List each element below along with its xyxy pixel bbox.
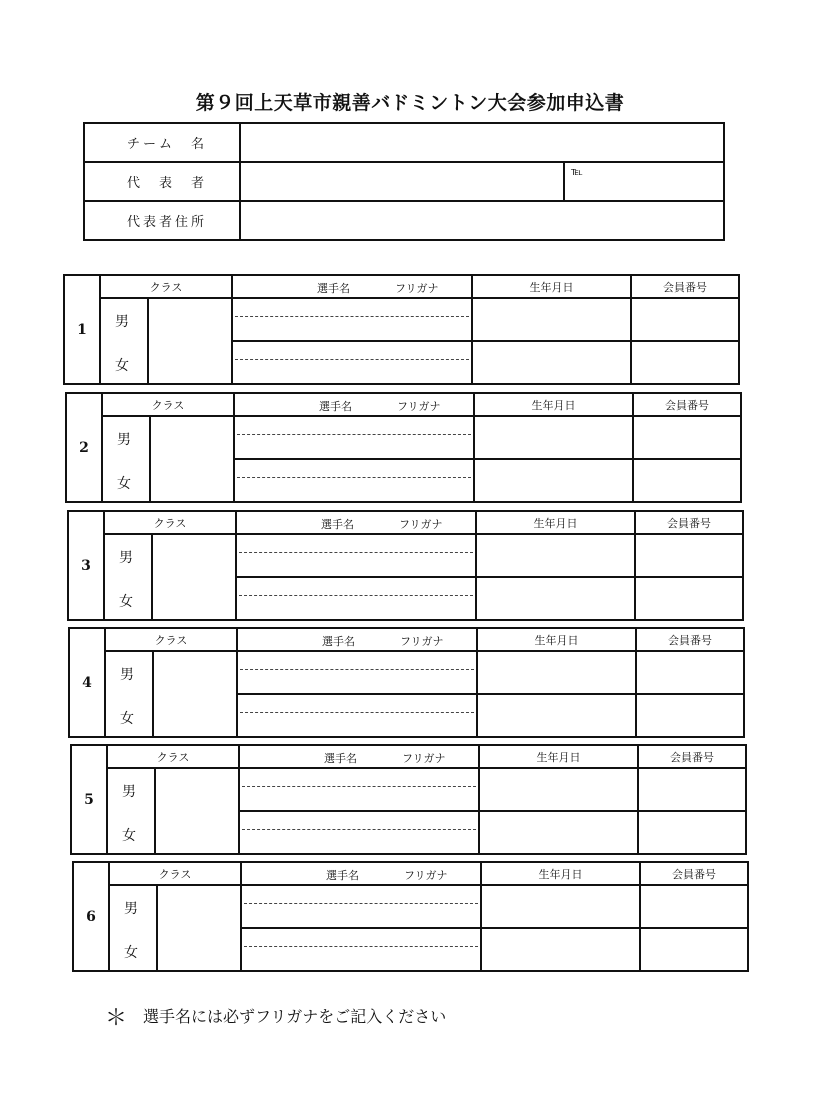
- player-name-header-label: 選手名: [322, 635, 355, 648]
- furigana-note: [105, 998, 446, 1029]
- male-label: 男: [120, 667, 134, 683]
- sex-column: [104, 534, 152, 620]
- player-name-header-label: 選手名: [319, 400, 352, 413]
- sex-column: [105, 651, 153, 737]
- furigana-header-label: フリガナ: [400, 635, 444, 648]
- block-number: 4: [69, 628, 105, 737]
- class-header: クラス: [100, 275, 232, 298]
- asterisk-icon: ＊: [105, 1006, 128, 1031]
- birth-header: 生年月日: [477, 628, 636, 651]
- player-name-field-2[interactable]: [237, 694, 477, 737]
- player-name-field-2[interactable]: [239, 811, 479, 854]
- block-number: 5: [71, 745, 107, 854]
- block-number: 2: [66, 393, 102, 502]
- member-number-header: 会員番号: [635, 511, 743, 534]
- player-name-header-label: 選手名: [321, 518, 354, 531]
- member-number-header: 会員番号: [640, 862, 748, 885]
- player-name-header: [236, 511, 476, 534]
- player-name-header: [237, 628, 477, 651]
- note-text: 選手名には必ずフリガナをご記入ください: [143, 1007, 447, 1026]
- player-entry-block: [68, 627, 745, 738]
- player-entry-block: [70, 744, 747, 855]
- team-info-table: [83, 122, 725, 241]
- furigana-header-label: フリガナ: [397, 400, 441, 413]
- member-number-field-2[interactable]: [635, 577, 743, 620]
- class-header: クラス: [109, 862, 241, 885]
- player-name-field-2[interactable]: [236, 577, 476, 620]
- block-number: 6: [73, 862, 109, 971]
- member-number-field-1[interactable]: [635, 534, 743, 577]
- block-number: 1: [64, 275, 100, 384]
- member-number-field-1[interactable]: [631, 298, 739, 341]
- birth-field-2[interactable]: [481, 928, 640, 971]
- birth-field-1[interactable]: [472, 298, 631, 341]
- class-header: クラス: [107, 745, 239, 768]
- player-name-header: [239, 745, 479, 768]
- class-header: クラス: [102, 393, 234, 416]
- male-label: 男: [115, 314, 129, 330]
- birth-field-1[interactable]: [476, 534, 635, 577]
- member-number-field-2[interactable]: [640, 928, 748, 971]
- birth-field-2[interactable]: [479, 811, 638, 854]
- player-name-header: [241, 862, 481, 885]
- class-field[interactable]: [157, 885, 241, 971]
- sex-column: [107, 768, 155, 854]
- female-label: 女: [124, 945, 138, 961]
- sex-column: [100, 298, 148, 384]
- birth-header: 生年月日: [472, 275, 631, 298]
- player-name-field-1[interactable]: [237, 651, 477, 694]
- player-name-field-1[interactable]: [234, 416, 474, 459]
- member-number-field-2[interactable]: [638, 811, 746, 854]
- furigana-header-label: フリガナ: [399, 518, 443, 531]
- class-header: クラス: [105, 628, 237, 651]
- member-number-field-1[interactable]: [636, 651, 744, 694]
- male-label: 男: [124, 901, 138, 917]
- furigana-header-label: フリガナ: [404, 869, 448, 882]
- block-number: 3: [68, 511, 104, 620]
- team-name-field[interactable]: [240, 123, 724, 162]
- player-name-field-1[interactable]: [232, 298, 472, 341]
- class-field[interactable]: [148, 298, 232, 384]
- team-name-label: チーム 名: [84, 123, 240, 162]
- male-label: 男: [119, 550, 133, 566]
- player-entry-block: [63, 274, 740, 385]
- player-entry-block: [67, 510, 744, 621]
- address-label: 代表者住所: [84, 201, 240, 240]
- furigana-header-label: フリガナ: [402, 752, 446, 765]
- player-name-header-label: 選手名: [317, 282, 350, 295]
- birth-field-2[interactable]: [477, 694, 636, 737]
- female-label: 女: [115, 358, 129, 374]
- member-number-field-1[interactable]: [638, 768, 746, 811]
- birth-field-1[interactable]: [474, 416, 633, 459]
- class-header: クラス: [104, 511, 236, 534]
- player-name-field-1[interactable]: [241, 885, 481, 928]
- member-number-field-2[interactable]: [631, 341, 739, 384]
- class-field[interactable]: [152, 534, 236, 620]
- female-label: 女: [120, 711, 134, 727]
- member-number-field-2[interactable]: [633, 459, 741, 502]
- member-number-header: 会員番号: [631, 275, 739, 298]
- class-field[interactable]: [153, 651, 237, 737]
- member-number-field-2[interactable]: [636, 694, 744, 737]
- player-entry-block: [72, 861, 749, 972]
- birth-header: 生年月日: [474, 393, 633, 416]
- player-name-field-2[interactable]: [241, 928, 481, 971]
- address-field[interactable]: [240, 201, 724, 240]
- birth-header: 生年月日: [479, 745, 638, 768]
- representative-label: 代 表 者: [84, 162, 240, 201]
- birth-header: 生年月日: [476, 511, 635, 534]
- representative-field[interactable]: [240, 162, 564, 201]
- member-number-header: 会員番号: [638, 745, 746, 768]
- birth-field-2[interactable]: [472, 341, 631, 384]
- member-number-header: 会員番号: [636, 628, 744, 651]
- player-name-header: [234, 393, 474, 416]
- birth-header: 生年月日: [481, 862, 640, 885]
- sex-column: [102, 416, 150, 502]
- furigana-header-label: フリガナ: [395, 282, 439, 295]
- player-name-field-1[interactable]: [236, 534, 476, 577]
- player-name-header-label: 選手名: [326, 869, 359, 882]
- member-number-field-1[interactable]: [640, 885, 748, 928]
- player-name-field-1[interactable]: [239, 768, 479, 811]
- member-number-header: 会員番号: [633, 393, 741, 416]
- female-label: 女: [122, 828, 136, 844]
- sex-column: [109, 885, 157, 971]
- male-label: 男: [117, 432, 131, 448]
- female-label: 女: [119, 594, 133, 610]
- male-label: 男: [122, 784, 136, 800]
- player-name-field-2[interactable]: [232, 341, 472, 384]
- female-label: 女: [117, 476, 131, 492]
- birth-field-1[interactable]: [479, 768, 638, 811]
- class-field[interactable]: [155, 768, 239, 854]
- birth-field-1[interactable]: [477, 651, 636, 694]
- page-title: 第９回上天草市親善バドミントン大会参加申込書: [195, 92, 625, 114]
- player-name-field-2[interactable]: [234, 459, 474, 502]
- player-entry-block: [65, 392, 742, 503]
- player-name-header: [232, 275, 472, 298]
- tel-field[interactable]: [564, 162, 724, 201]
- birth-field-1[interactable]: [481, 885, 640, 928]
- birth-field-2[interactable]: [476, 577, 635, 620]
- tel-label: ℡: [571, 165, 583, 178]
- class-field[interactable]: [150, 416, 234, 502]
- birth-field-2[interactable]: [474, 459, 633, 502]
- member-number-field-1[interactable]: [633, 416, 741, 459]
- player-name-header-label: 選手名: [324, 752, 357, 765]
